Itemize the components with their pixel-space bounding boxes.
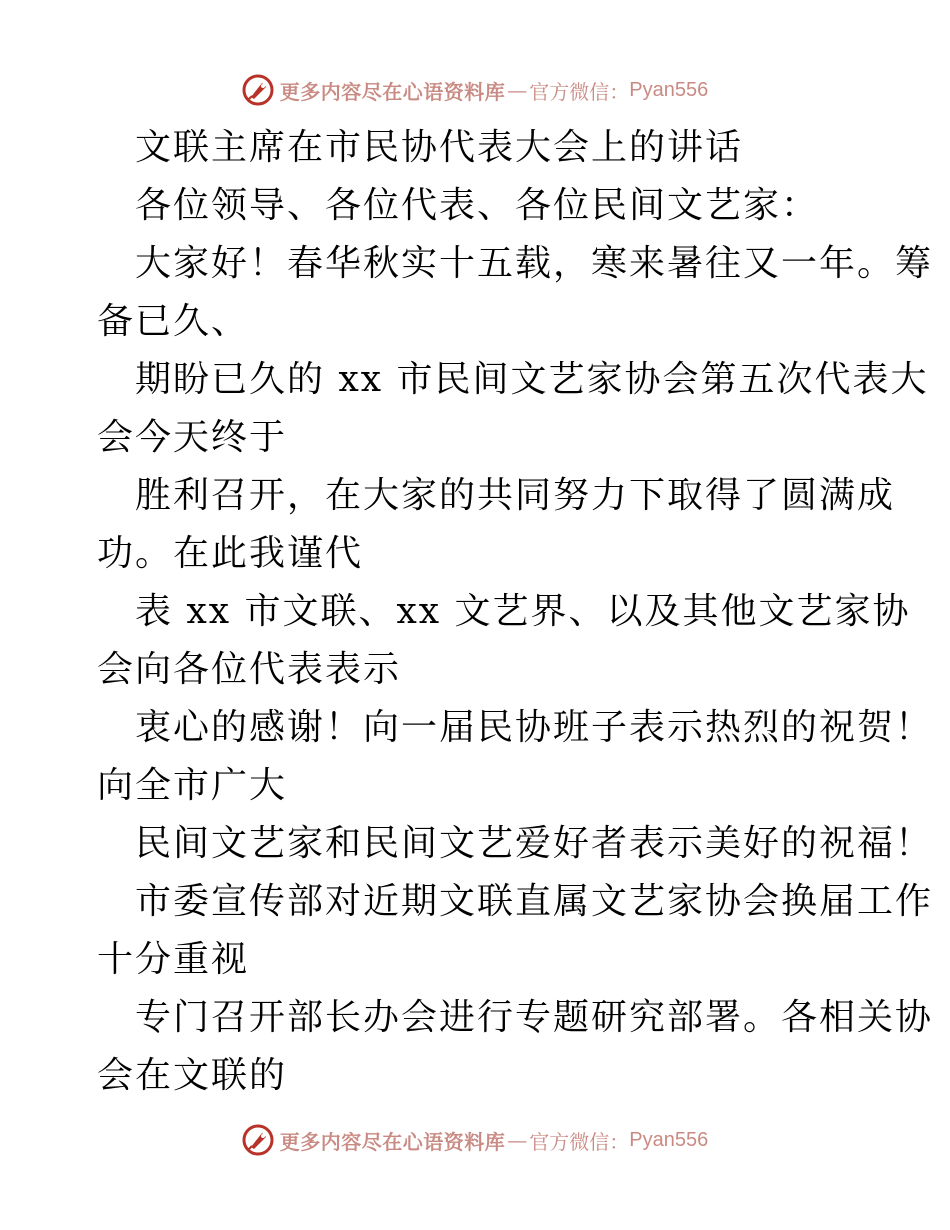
pen-nib-logo-icon (242, 74, 274, 106)
paragraph-line: 专门召开部长办会进行专题研究部署。各相关协 (135, 997, 934, 1038)
paragraph-line: 各位领导、各位代表、各位民间文艺家： (135, 185, 820, 226)
banner-site-text: 更多内容尽在心语资料库 (279, 1129, 506, 1154)
banner-site-text: 更多内容尽在心语资料库 (279, 79, 506, 104)
paragraph-line: 会向各位代表表示 (97, 649, 402, 690)
banner-wechat-label: 官方微信： (529, 79, 630, 104)
footer-banner (0, 1120, 950, 1160)
paragraph-line: 市委宣传部对近期文联直属文艺家协会换届工作 (135, 881, 934, 922)
paragraph-line: 期盼已久的 xx 市民间文艺家协会第五次代表大 (135, 359, 929, 400)
banner-separator: — (507, 1128, 528, 1152)
paragraph-line: 十分重视 (97, 939, 250, 980)
paragraph-line: 备已久、 (97, 301, 250, 342)
paragraph-line: 表 xx 市文联、xx 文艺界、以及其他文艺家协 (135, 591, 911, 632)
banner-wechat-label: 官方微信： (529, 1129, 630, 1154)
paragraph-line: 功。在此我谨代 (97, 533, 364, 574)
paragraph-line: 向全市广大 (97, 765, 288, 806)
paragraph-line: 会今天终于 (97, 417, 288, 458)
paragraph-line: 会在文联的 (97, 1055, 288, 1096)
banner-separator: — (507, 78, 528, 102)
pen-nib-logo-icon (242, 1124, 274, 1156)
paragraph-line: 胜利召开，在大家的共同努力下取得了圆满成 (135, 475, 896, 516)
paragraph-line: 衷心的感谢！向一届民协班子表示热烈的祝贺！ (135, 707, 934, 748)
paragraph-line: 大家好！春华秋实十五载，寒来暑往又一年。筹 (135, 243, 934, 284)
paragraph-line: 民间文艺家和民间文艺爱好者表示美好的祝福！ (135, 823, 934, 864)
header-banner (0, 70, 950, 110)
banner-wechat-id: Pyan556 (629, 1128, 709, 1151)
banner-wechat-id: Pyan556 (629, 78, 709, 101)
document-title: 文联主席在市民协代表大会上的讲话 (135, 127, 744, 168)
